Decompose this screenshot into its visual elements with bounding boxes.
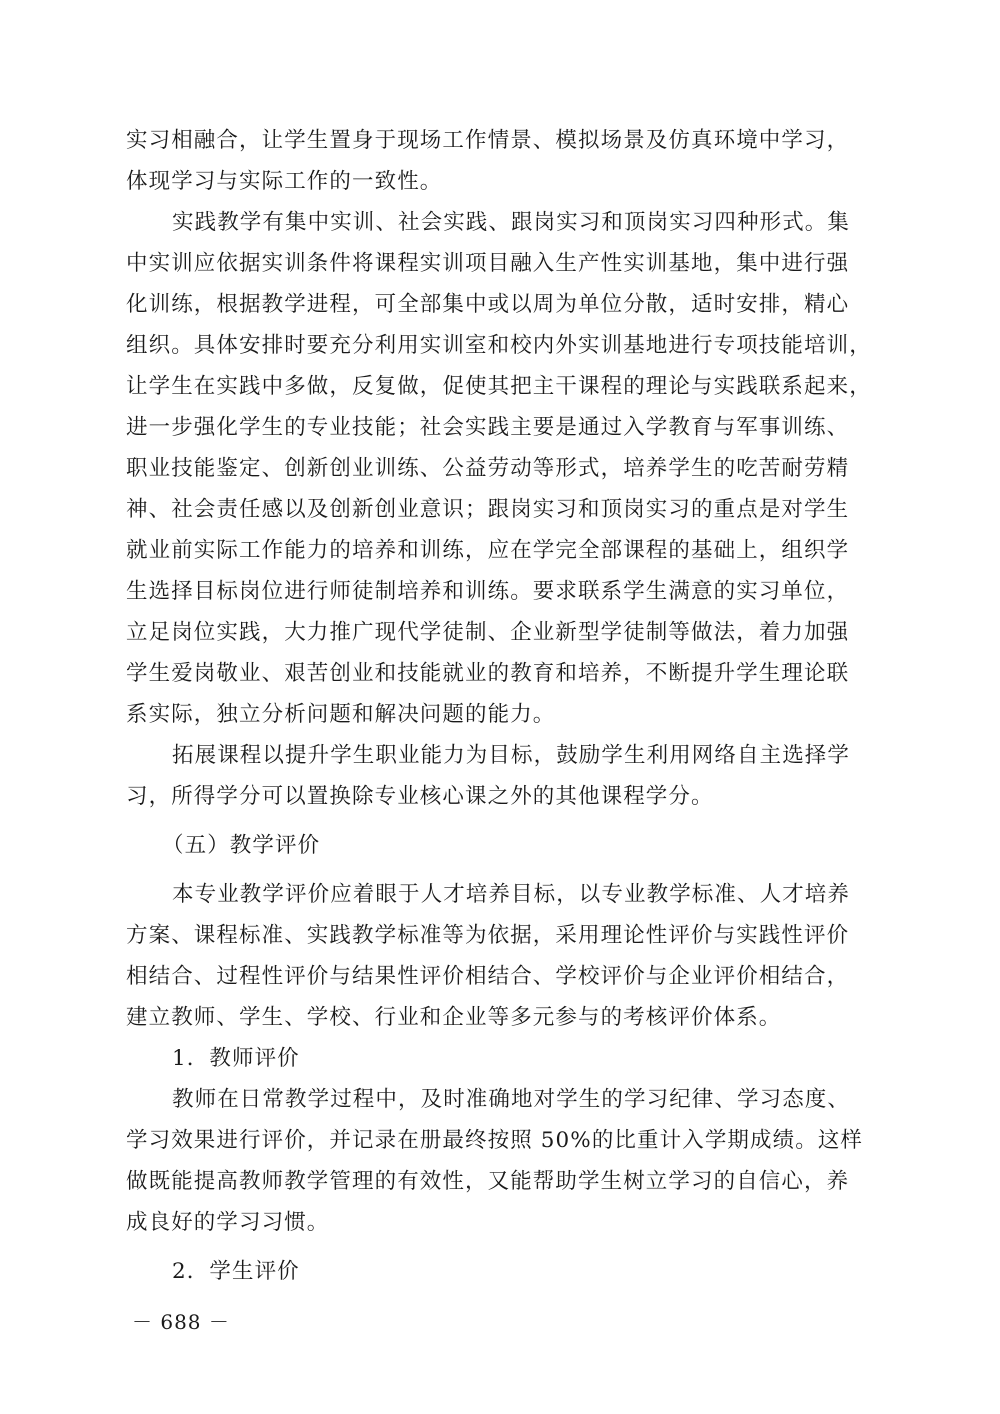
paragraph <box>126 202 886 735</box>
text-line: 建立教师、学生、学校、行业和企业等多元参与的考核评价体系。 <box>126 1005 782 1030</box>
text-line: 立足岗位实践，大力推广现代学徒制、企业新型学徒制等做法，着力加强 <box>126 620 850 645</box>
text-line: 实习相融合，让学生置身于现场工作情景、模拟场景及仿真环境中学习， <box>126 128 850 153</box>
text-line: 习，所得学分可以置换除专业核心课之外的其他课程学分。 <box>126 784 714 809</box>
text-line: 生选择目标岗位进行师徒制培养和训练。要求联系学生满意的实习单位， <box>126 579 850 604</box>
page-number: － 688 － <box>132 1310 230 1334</box>
text-line: 神、社会责任感以及创新创业意识；跟岗实习和顶岗实习的重点是对学生 <box>126 497 850 522</box>
text-line: 拓展课程以提升学生职业能力为目标，鼓励学生利用网络自主选择学 <box>172 743 851 768</box>
section-heading: （五）教学评价 <box>162 833 321 858</box>
text-line: 就业前实际工作能力的培养和训练，应在学完全部课程的基础上，组织学 <box>126 538 850 563</box>
paragraph <box>126 874 886 1038</box>
text-line: 成良好的学习习惯。 <box>126 1210 330 1235</box>
paragraph <box>126 120 886 202</box>
text-line: 组织。具体安排时要充分利用实训室和校内外实训基地进行专项技能培训， <box>126 333 872 358</box>
spacer <box>126 1243 886 1251</box>
text-line: 体现学习与实际工作的一致性。 <box>126 169 443 194</box>
text-line: 让学生在实践中多做，反复做，促使其把主干课程的理论与实践联系起来， <box>126 374 872 399</box>
text-line: 中实训应依据实训条件将课程实训项目融入生产性实训基地，集中进行强 <box>126 251 850 276</box>
text-line: 进一步强化学生的专业技能；社会实践主要是通过入学教育与军事训练、 <box>126 415 850 440</box>
text-line: 方案、课程标准、实践教学标准等为依据，采用理论性评价与实践性评价 <box>126 923 850 948</box>
text-line: 做既能提高教师教学管理的有效性，又能帮助学生树立学习的自信心，养 <box>126 1169 850 1194</box>
text-line: 学习效果进行评价，并记录在册最终按照 50%的比重计入学期成绩。这样 <box>126 1128 864 1153</box>
text-line: 系实际，独立分析问题和解决问题的能力。 <box>126 702 556 727</box>
paragraph <box>126 1079 886 1243</box>
text-line: 实践教学有集中实训、社会实践、跟岗实习和顶岗实习四种形式。集 <box>172 210 851 235</box>
page-body <box>126 120 886 1292</box>
text-line: 职业技能鉴定、创新创业训练、公益劳动等形式，培养学生的吃苦耐劳精 <box>126 456 850 481</box>
text-line: 本专业教学评价应着眼于人才培养目标，以专业教学标准、人才培养 <box>172 882 851 907</box>
paragraph <box>126 735 886 817</box>
text-line: 相结合、过程性评价与结果性评价相结合、学校评价与企业评价相结合， <box>126 964 850 989</box>
text-line: 化训练，根据教学进程，可全部集中或以周为单位分散，适时安排，精心 <box>126 292 850 317</box>
text-line: 教师在日常教学过程中，及时准确地对学生的学习纪律、学习态度、 <box>172 1087 851 1112</box>
text-line: 学生爱岗敬业、艰苦创业和技能就业的教育和培养，不断提升学生理论联 <box>126 661 850 686</box>
subsection-heading: 2．学生评价 <box>172 1259 300 1284</box>
subsection-heading: 1．教师评价 <box>172 1046 300 1071</box>
